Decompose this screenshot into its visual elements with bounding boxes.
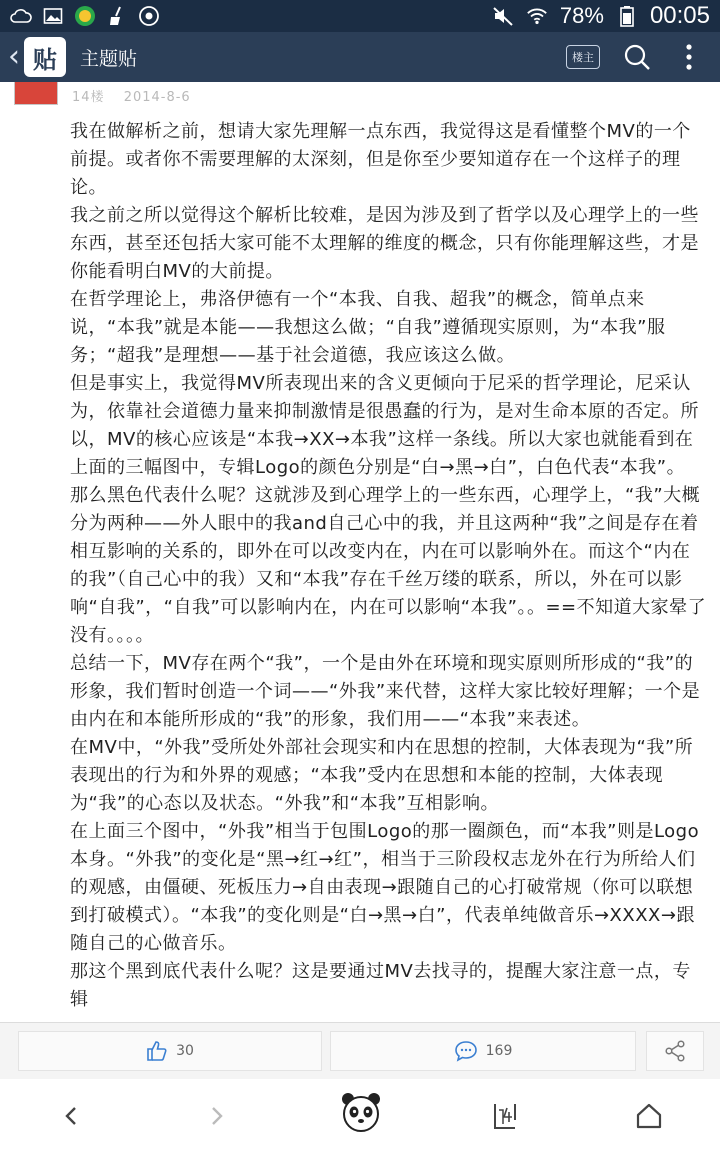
status-bar [0, 0, 720, 32]
tieba-logo: 贴 [24, 37, 66, 77]
panda-home-button[interactable] [336, 1087, 386, 1137]
action-bar [0, 1022, 720, 1080]
battery-icon [616, 5, 638, 27]
only-op-button[interactable]: 楼主 [566, 45, 600, 69]
comment-button[interactable] [330, 1031, 636, 1071]
floor-number: 14楼 [72, 90, 105, 105]
notification-icons [0, 5, 160, 27]
post-paragraph: 在MV中，“外我”受所处外部社会现实和内在思想的控制，大体表现为“我”所表现出的行为和外界的观感；“本我”受内在思想和本能的控制，大体表现为“我”的心态以及状态。“外我”和“本我”互相影响。 [70, 737, 694, 814]
post-paragraph: 我之前之所以觉得这个解析比较难，是因为涉及到了哲学以及心理学上的一些东西，甚至还包括大家可能不太理解的维度的概念，只有你能理解这些，才是你能看明白MV的大前提。 [70, 205, 699, 282]
post-content [70, 118, 708, 1024]
wifi-icon [526, 5, 548, 27]
image-icon [42, 5, 64, 27]
nav-forward-button[interactable] [192, 1093, 242, 1139]
chevron-right-icon [207, 1104, 227, 1128]
post-paragraph: 那么黑色代表什么呢？这就涉及到心理学上的一些东西，心理学上，“我”大概分为两种——外人眼中的我and自己心中的我，并且这两种“我”之间是存在着相互影响的关系的，即外在可以改变内在，内在可以影响外在。而这个“内在的我”（自己心中的我）又和“本我”存在千丝万缕的联系，所以，外在可以影响“自我”，“自我”可以影响内在，内在可以影响“本我”。。==不知道大家晕了没有。。。。 [70, 485, 707, 646]
broom-icon [106, 5, 128, 27]
post-paragraph: 在哲学理论上，弗洛伊德有一个“本我、自我、超我”的概念，简单点来说，“本我”就是本能——我想这么做；“自我”遵循现实原则，为“本我”服务；“超我”是理想——基于社会道德，我应该这么做。 [70, 289, 666, 366]
comment-count: 169 [485, 1043, 513, 1059]
avatar[interactable] [14, 82, 58, 105]
search-icon [623, 43, 651, 71]
post-date: 2014-8-6 [123, 90, 191, 105]
post-paragraph: 但是事实上，我觉得MV所表现出来的含义更倾向于尼采的哲学理论，尼采认为，依靠社会道德力量来抑制激情是很愚蠢的行为，是对生命本原的否定。所以，MV的核心应该是“本我→XX→本我”这样一条线。所以大家也就能看到在上面的三幅图中，专辑Logo的颜色分别是“白→黑→白”，白色代表“本我”。 [70, 373, 699, 478]
share-icon [664, 1040, 686, 1062]
like-count: 30 [176, 1043, 194, 1059]
nav-back-button[interactable] [46, 1093, 96, 1139]
post-paragraph: 我在做解析之前，想请大家先理解一点东西，我觉得这是看懂整个MV的一个前提。或者你不需要理解的太深刻，但是你至少要知道存在一个这样子的理论。 [70, 121, 691, 198]
clean-app-icon [138, 5, 160, 27]
chevron-left-icon: ‹ [8, 39, 20, 74]
clock: 00:05 [649, 2, 710, 29]
page-number-icon [491, 1102, 519, 1130]
battery-percent: 78% [559, 3, 604, 28]
more-vertical-icon [685, 44, 693, 70]
thumbs-up-icon [146, 1040, 168, 1062]
search-button[interactable] [622, 42, 652, 72]
post-paragraph: 总结一下，MV存在两个“我”，一个是由外在环境和现实原则所形成的“我”的形象，我们暂时创造一个词——“外我”来代替，这样大家比较好理解；一个是由内在和本能所形成的“我”的形象，我们用——“本我”来表述。 [70, 653, 701, 730]
comment-icon [454, 1040, 478, 1062]
post-paragraph: 在上面三个图中，“外我”相当于包围Logo的那一圈颜色，而“本我”则是Logo本身。“外我”的变化是“黑→红→红”，相当于三阶段权志龙外在行为所给人们的观感，由僵硬、死板压力→自由表现→跟随自己的心打破常规（你可以联想到打破模式）。“本我”的变化则是“白→黑→白”，代表单纯做音乐→XXXX→跟随自己的心做音乐。 [70, 821, 700, 954]
panda-icon [338, 1089, 384, 1135]
home-icon [635, 1102, 663, 1130]
back-button[interactable] [0, 37, 66, 77]
post-meta [0, 82, 720, 108]
page-select-button[interactable] [480, 1093, 530, 1139]
post-paragraph: 那这个黑到底代表什么呢？这是要通过MV去找寻的，提醒大家注意一点，专辑 [70, 961, 691, 1010]
like-button[interactable] [18, 1031, 322, 1071]
browser-bottom-nav [0, 1079, 720, 1152]
page-title: 主题贴 [80, 47, 138, 70]
home-button[interactable] [624, 1093, 674, 1139]
chevron-left-icon [61, 1104, 81, 1128]
share-button[interactable] [646, 1031, 704, 1071]
weather-cloud-icon [10, 5, 32, 27]
app-badge-icon [74, 5, 96, 27]
mute-icon [492, 5, 514, 27]
more-button[interactable] [674, 42, 704, 72]
app-header [0, 32, 720, 82]
